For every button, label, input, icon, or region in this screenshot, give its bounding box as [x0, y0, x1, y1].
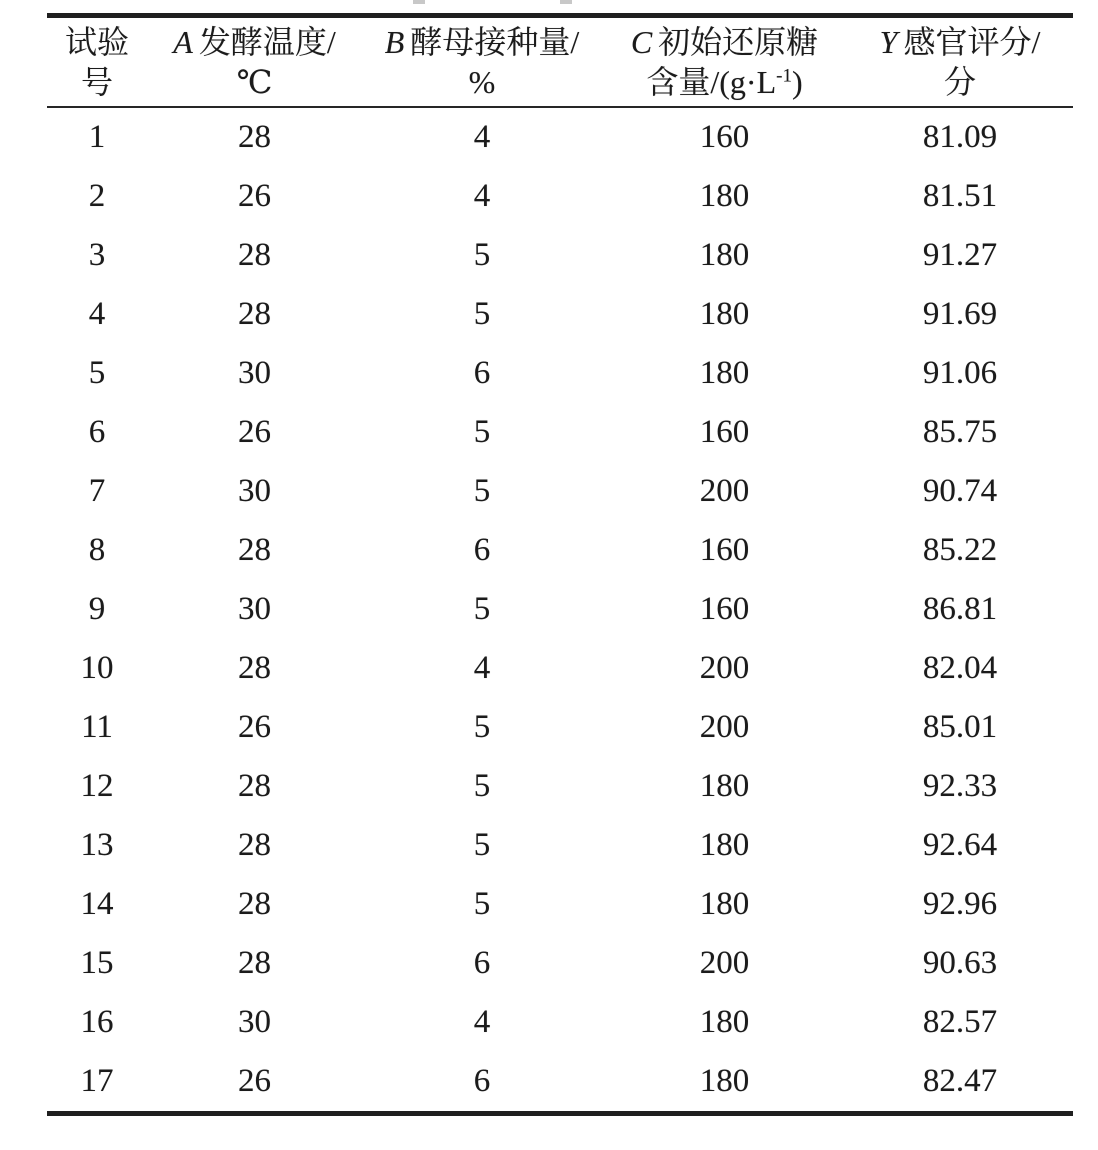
table-cell: 92.33 — [922, 768, 998, 804]
table-cell: 5 — [473, 237, 491, 273]
table-cell: 26 — [238, 709, 271, 745]
table-row — [47, 698, 1073, 757]
table-row — [47, 285, 1073, 344]
table-cell: 5 — [473, 709, 491, 745]
table-cell: 160 — [699, 532, 750, 568]
col-header-fermentation-temperature — [147, 16, 362, 108]
table-row — [47, 403, 1073, 462]
table-cell: 30 — [238, 355, 271, 391]
table-cell: 180 — [699, 296, 750, 332]
table-cell: 8 — [88, 532, 106, 568]
table-row — [47, 875, 1073, 934]
factor-letter-Y: Y — [879, 24, 898, 60]
table-cell: 90.63 — [922, 945, 998, 981]
table-cell: 180 — [699, 178, 750, 214]
table-cell: 28 — [238, 768, 271, 804]
factor-letter-A: A — [173, 24, 193, 60]
table-cell: 14 — [80, 886, 114, 922]
table-cell: 5 — [473, 768, 491, 804]
header-line-2: ℃ — [236, 64, 273, 100]
col-header-sensory-score — [847, 16, 1073, 108]
table-row — [47, 167, 1073, 226]
table-row — [47, 226, 1073, 285]
table-cell: 1 — [88, 119, 106, 155]
table-cell: 6 — [473, 355, 491, 391]
col-header-initial-reducing-sugar — [602, 16, 847, 108]
table-row — [47, 580, 1073, 639]
table-row — [47, 521, 1073, 580]
header-text: 酵母接种量/ — [410, 24, 580, 60]
table-cell: 13 — [80, 827, 114, 863]
table-cell: 180 — [699, 768, 750, 804]
table-cell: 200 — [699, 945, 750, 981]
table-body — [47, 107, 1073, 1114]
table-cell: 4 — [473, 178, 491, 214]
unit-superscript: -1 — [776, 65, 792, 87]
table-cell: 5 — [88, 355, 106, 391]
table-cell: 180 — [699, 237, 750, 273]
table-cell: 28 — [238, 237, 271, 273]
experiment-design-table — [47, 13, 1073, 1116]
table-cell: 4 — [473, 1004, 491, 1040]
table-cell: 2 — [88, 178, 106, 214]
col-header-yeast-inoculation — [362, 16, 602, 108]
table-cell: 17 — [80, 1063, 114, 1099]
unit-text: 含量/(g·L — [646, 64, 777, 100]
table-cell: 28 — [238, 119, 271, 155]
col-header-trial-no — [47, 16, 147, 108]
table-cell: 5 — [473, 886, 491, 922]
table-cell: 180 — [699, 355, 750, 391]
table-cell: 4 — [88, 296, 106, 332]
table-cell: 160 — [699, 119, 750, 155]
table-cell: 30 — [238, 473, 271, 509]
table-cell: 160 — [699, 414, 750, 450]
header-line-2: 分 — [943, 64, 976, 100]
table-cell: 200 — [699, 650, 750, 686]
table-cell: 82.04 — [922, 650, 998, 686]
table-cell: 6 — [88, 414, 106, 450]
table-row — [47, 993, 1073, 1052]
table-cell: 4 — [473, 650, 491, 686]
table-cell: 200 — [699, 709, 750, 745]
table-row — [47, 639, 1073, 698]
header-row — [47, 16, 1073, 108]
table-cell: 28 — [238, 827, 271, 863]
table-cell: 5 — [473, 414, 491, 450]
table-cell: 6 — [473, 1063, 491, 1099]
header-line-2 — [602, 62, 847, 102]
header-text: 发酵温度/ — [198, 24, 336, 60]
table-cell: 9 — [88, 591, 106, 627]
table-cell: 92.96 — [922, 886, 998, 922]
header-text: 感官评分/ — [903, 24, 1041, 60]
table-cell: 180 — [699, 1004, 750, 1040]
table-cell: 28 — [238, 532, 271, 568]
table-row — [47, 107, 1073, 167]
table-cell: 91.27 — [922, 237, 998, 273]
table-cell: 6 — [473, 532, 491, 568]
table-cell: 11 — [81, 709, 113, 745]
table-cell: 86.81 — [922, 591, 998, 627]
table-cell: 3 — [88, 237, 106, 273]
header-line-1 — [147, 22, 362, 62]
table-cell: 81.09 — [922, 119, 998, 155]
table-cell: 200 — [699, 473, 750, 509]
factor-letter-C: C — [630, 24, 653, 60]
cropped-caption-artifact — [413, 0, 425, 4]
table-cell: 90.74 — [922, 473, 998, 509]
table-row — [47, 816, 1073, 875]
table-cell: 6 — [473, 945, 491, 981]
table-cell: 5 — [473, 296, 491, 332]
header-line-1 — [602, 22, 847, 62]
cropped-caption-artifact — [560, 0, 572, 4]
table-cell: 7 — [88, 473, 106, 509]
table-cell: 82.57 — [922, 1004, 998, 1040]
table-cell: 10 — [80, 650, 114, 686]
header-line-1 — [847, 22, 1073, 62]
table-row — [47, 462, 1073, 521]
table-cell: 15 — [80, 945, 114, 981]
table-cell: 160 — [699, 591, 750, 627]
table-cell: 91.69 — [922, 296, 998, 332]
table-cell: 85.22 — [922, 532, 998, 568]
factor-letter-B: B — [384, 24, 405, 60]
table-cell: 28 — [238, 886, 271, 922]
header-line-1 — [362, 22, 602, 62]
header-text: 初始还原糖 — [658, 24, 819, 60]
unit-text-close: ) — [791, 64, 803, 100]
table-cell: 92.64 — [922, 827, 998, 863]
table-row — [47, 344, 1073, 403]
table-cell: 85.01 — [922, 709, 998, 745]
table-cell: 85.75 — [922, 414, 998, 450]
table-cell: 26 — [238, 178, 271, 214]
table-cell: 28 — [238, 945, 271, 981]
table-cell: 28 — [238, 296, 271, 332]
header-line-2: % — [468, 64, 496, 100]
table-cell: 91.06 — [922, 355, 998, 391]
table-cell: 82.47 — [922, 1063, 998, 1099]
table-row — [47, 757, 1073, 816]
table-cell: 30 — [238, 1004, 271, 1040]
table-row — [47, 934, 1073, 993]
table-cell: 81.51 — [922, 178, 998, 214]
table-row — [47, 1052, 1073, 1114]
table-cell: 5 — [473, 827, 491, 863]
table-cell: 180 — [699, 827, 750, 863]
table-cell: 16 — [80, 1004, 114, 1040]
table-cell: 30 — [238, 591, 271, 627]
header-line-2: 号 — [80, 64, 113, 100]
table-cell: 12 — [80, 768, 114, 804]
table-header — [47, 16, 1073, 108]
table-cell: 26 — [238, 414, 271, 450]
table-cell: 180 — [699, 1063, 750, 1099]
header-line-1: 试验 — [64, 24, 129, 60]
table-cell: 5 — [473, 591, 491, 627]
table-cell: 28 — [238, 650, 271, 686]
table-cell: 26 — [238, 1063, 271, 1099]
table-cell: 4 — [473, 119, 491, 155]
table-cell: 5 — [473, 473, 491, 509]
table-cell: 180 — [699, 886, 750, 922]
